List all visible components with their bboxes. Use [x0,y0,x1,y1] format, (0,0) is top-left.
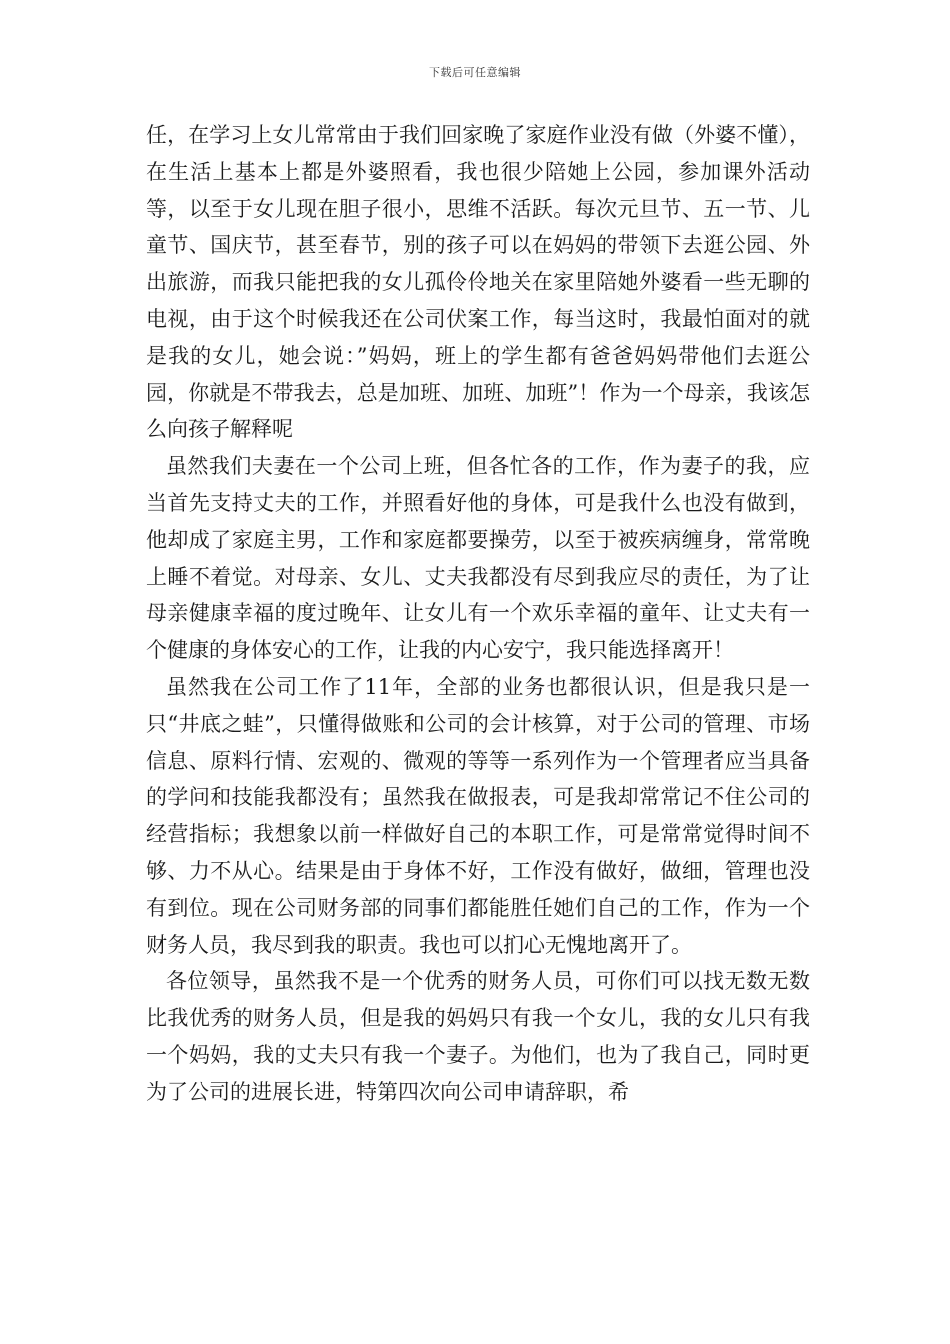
paragraph-request: 各位领导，虽然我不是一个优秀的财务人员，可你们可以找无数无数比我优秀的财务人员，但是我的妈妈只有我一个女儿，我的女儿只有我一个妈妈，我的丈夫只有我一个妻子。为他们，也为了我自己，同时更为了公司的进展长进，特第四次向公司申请辞职，希 [146,969,810,1104]
page-header: 下载后可任意编辑 [429,66,521,79]
paragraph-continuation: 任，在学习上女儿常常由于我们回家晚了家庭作业没有做（外婆不懂），在生活上基本上都是外婆照看，我也很少陪她上公园，参加课外活动等，以至于女儿现在胆子很小，思维不活跃。每次元旦节、五一节、儿童节、国庆节，甚至春节，别的孩子可以在妈妈的带领下去逛公园、外出旅游，而我只能把我的女儿孤伶伶地关在家里陪她外婆看一些无聊的电视，由于这个时候我还在公司伏案工作，每当这时，我最怕面对的就是我的女儿，她会说：”妈妈，班上的学生都有爸爸妈妈带他们去逛公园，你就是不带我去，总是加班、加班、加班”！作为一个母亲，我该怎么向孩子解释呢 [146,123,810,442]
paragraph-spouse: 虽然我们夫妻在一个公司上班，但各忙各的工作，作为妻子的我，应当首先支持丈夫的工作，并照看好他的身体，可是我什么也没有做到，他却成了家庭主男，工作和家庭都要操劳，以至于被疾病缠身，常常晚上睡不着觉。对母亲、女儿、丈夫我都没有尽到我应尽的责任，为了让母亲健康幸福的度过晚年、让女儿有一个欢乐幸福的童年、让丈夫有一个健康的身体安心的工作，让我的内心安宁，我只能选择离开！ [146,454,810,663]
document-body [146,117,810,1111]
paragraph-work: 虽然我在公司工作了11年，全部的业务也都很认识，但是我只是一只“井底之蛙”，只懂得做账和公司的会计核算，对于公司的管理、市场信息、原料行情、宏观的、微观的等等一系列作为一个管理者应当具备的学问和技能我都没有；虽然我在做报表，可是我却常常记不住公司的经营指标；我想象以前一样做好自己的本职工作，可是常常觉得时间不够、力不从心。结果是由于身体不好，工作没有做好，做细，管理也没有到位。现在公司财务部的同事们都能胜任她们自己的工作，作为一个财务人员，我尽到我的职责。我也可以扪心无愧地离开了。 [146,674,810,957]
